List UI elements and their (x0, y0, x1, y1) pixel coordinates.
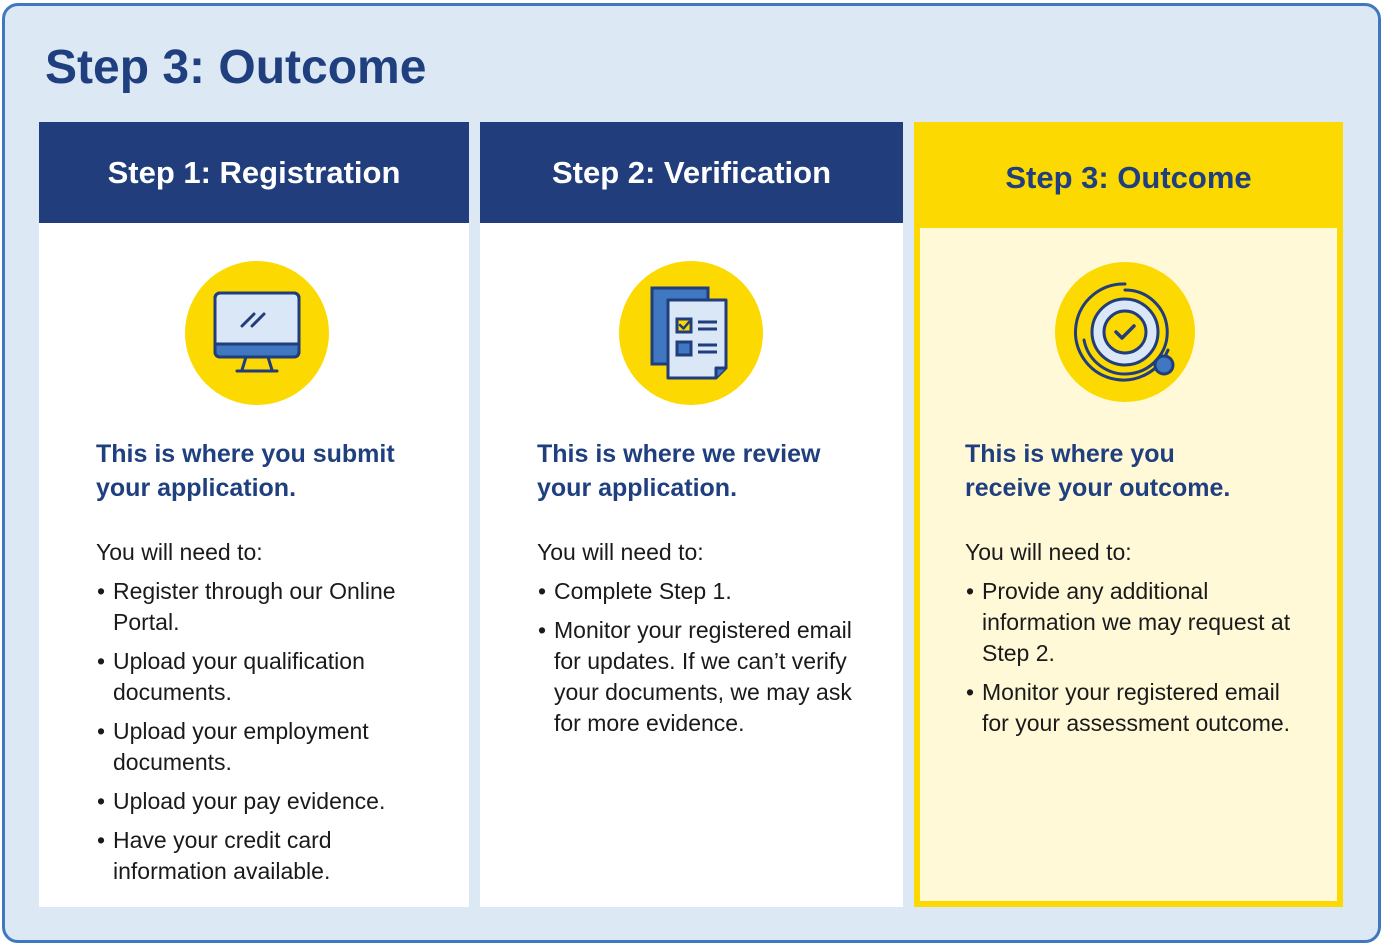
list-item: • Upload your employment documents. (96, 716, 403, 778)
list-item: • Monitor your registered email for your assessment outcome. (965, 677, 1302, 739)
target-checkmark-icon (1055, 262, 1195, 402)
step-card-body (537, 437, 883, 747)
list-item: • Have your credit card information available. (96, 825, 403, 887)
step-card-outcome (914, 122, 1343, 907)
step-card-heading: This is where we review your application. (537, 440, 821, 502)
requirements-list (96, 576, 449, 887)
list-item: • Register through our Online Portal. (96, 576, 403, 638)
step-card-registration (39, 122, 469, 907)
list-item: • Monitor your registered email for updates. If we can’t verify your documents, we may ask for more evidence. (537, 615, 874, 739)
step-card-verification (480, 122, 903, 907)
page-title: Step 3: Outcome (45, 41, 427, 94)
requirements-list (537, 576, 883, 739)
computer-monitor-icon (185, 261, 329, 405)
step-card-header: Step 2: Verification (480, 122, 903, 223)
list-item: • Provide any additional information we may request at Step 2. (965, 576, 1302, 669)
step-card-intro: You will need to: (537, 539, 704, 565)
step-card-body (96, 437, 449, 895)
documents-checklist-icon (619, 261, 763, 405)
step-card-heading: This is where you receive your outcome. (965, 440, 1231, 502)
step-card-heading: This is where you submit your application. (96, 440, 395, 502)
step-card-body (965, 437, 1317, 747)
step-card-header: Step 3: Outcome (920, 128, 1337, 228)
list-item: • Upload your pay evidence. (96, 786, 403, 817)
requirements-list (965, 576, 1317, 739)
list-item: • Complete Step 1. (537, 576, 874, 607)
list-item: • Upload your qualification documents. (96, 646, 403, 708)
step-card-intro: You will need to: (96, 539, 263, 565)
step-card-intro: You will need to: (965, 539, 1132, 565)
step-card-header: Step 1: Registration (39, 122, 469, 223)
